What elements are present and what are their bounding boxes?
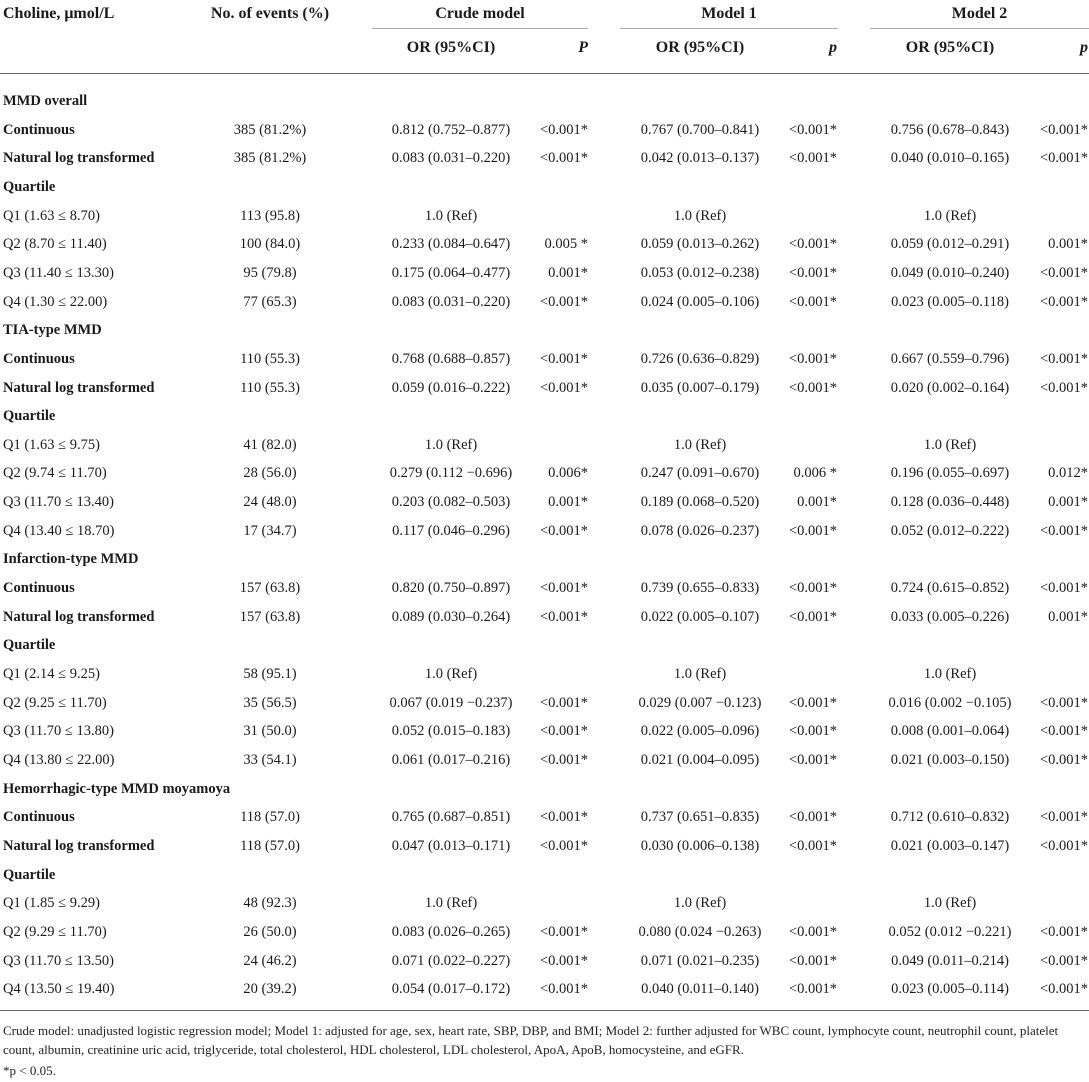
- cell-events: 113 (95.8): [240, 207, 300, 224]
- cell-p1: 0.001*: [548, 264, 588, 281]
- cell-p2: 0.006 *: [793, 465, 837, 482]
- table-row: [0, 975, 1089, 1003]
- cell-p1: <0.001*: [539, 608, 588, 625]
- cell-events: 17 (34.7): [243, 522, 297, 539]
- cell-events: 20 (39.2): [243, 981, 297, 998]
- cell-p2: <0.001*: [788, 293, 837, 310]
- cell-or3: 0.667 (0.559–0.796): [890, 350, 1010, 367]
- cell-events: 24 (48.0): [243, 494, 297, 511]
- cell-p3: [1020, 660, 1088, 688]
- cell-or1: 0.083 (0.031–0.220): [391, 293, 511, 310]
- cell-p3: <0.001*: [1039, 522, 1088, 539]
- cell-p3: 0.001*: [1048, 236, 1088, 253]
- cell-p3: 0.012*: [1048, 465, 1088, 482]
- table-row: [0, 660, 1089, 688]
- section-label: MMD overall: [3, 93, 88, 109]
- cell-or2: 0.022 (0.005–0.096): [640, 723, 760, 740]
- cell-or3: 1.0 (Ref): [923, 666, 977, 682]
- cell-events: 100 (84.0): [239, 236, 301, 253]
- cell-or3: 1.0 (Ref): [923, 895, 977, 912]
- cell-p3: <0.001*: [1039, 952, 1088, 969]
- cell-or2: 0.040 (0.011–0.140): [641, 981, 759, 998]
- cell-p3: <0.001*: [1039, 694, 1088, 711]
- cell-label: Q1 (1.85 ≤ 9.29): [3, 895, 100, 912]
- cell-p3: 0.001*: [1048, 608, 1088, 625]
- cell-p1: <0.001*: [539, 809, 588, 826]
- cell-label: Q3 (11.70 ≤ 13.40): [3, 494, 114, 511]
- model2-span-rule: [870, 28, 1089, 29]
- section-header-row: [0, 173, 1089, 201]
- table-row: [0, 947, 1089, 975]
- cell-p2: [770, 660, 837, 688]
- cell-p1: <0.001*: [539, 837, 588, 854]
- cell-p1: <0.001*: [539, 751, 588, 768]
- cell-or1: 0.083 (0.031–0.220): [391, 150, 511, 167]
- cell-or2: 0.726 (0.636–0.829): [640, 350, 760, 367]
- cell-events: 24 (46.2): [243, 952, 297, 969]
- cell-p3: <0.001*: [1039, 379, 1088, 396]
- cell-or2: 0.035 (0.007–0.179): [640, 379, 760, 396]
- table-row: [0, 574, 1089, 602]
- cell-or1: 0.083 (0.026–0.265): [391, 923, 511, 940]
- table-row: [0, 345, 1089, 373]
- cell-p2: <0.001*: [788, 608, 837, 625]
- cell-or1: 0.059 (0.016–0.222): [391, 379, 511, 396]
- cell-p3: <0.001*: [1039, 809, 1088, 826]
- cell-events: 26 (50.0): [243, 923, 297, 940]
- cell-events: 33 (54.1): [243, 751, 297, 768]
- cell-or2: 1.0 (Ref): [673, 436, 727, 453]
- cell-events: 385 (81.2%): [233, 121, 307, 138]
- cell-p3: <0.001*: [1039, 121, 1088, 138]
- cell-events: 28 (56.0): [243, 465, 297, 482]
- cell-p1: <0.001*: [539, 981, 588, 998]
- cell-or2: 0.767 (0.700–0.841): [640, 121, 760, 138]
- cell-p1: <0.001*: [539, 293, 588, 310]
- cell-or3: 0.756 (0.678–0.843): [890, 121, 1010, 138]
- cell-label: Q3 (11.70 ≤ 13.50): [3, 952, 114, 969]
- cell-or3: 0.033 (0.005–0.226): [890, 608, 1010, 625]
- cell-or1: 0.812 (0.752–0.877): [391, 121, 511, 138]
- cell-or3: 0.016 (0.002 −0.105): [888, 694, 1012, 711]
- cell-label: Q1 (2.14 ≤ 9.25): [3, 666, 100, 682]
- cell-events: 118 (57.0): [240, 809, 300, 826]
- cell-p1: [530, 889, 588, 917]
- cell-p1: <0.001*: [539, 923, 588, 940]
- cell-or3: 0.020 (0.002–0.164): [890, 379, 1010, 396]
- cell-p2: <0.001*: [788, 379, 837, 396]
- cell-or2: 0.078 (0.026–0.237): [640, 522, 760, 539]
- cell-p3: [1020, 431, 1088, 459]
- cell-p3: <0.001*: [1039, 150, 1088, 167]
- cell-p2: <0.001*: [788, 150, 837, 167]
- cell-or1: 1.0 (Ref): [424, 666, 478, 682]
- cell-or3: 0.724 (0.615–0.852): [890, 580, 1010, 596]
- cell-events: 385 (81.2%): [233, 150, 307, 167]
- cell-label: Q1 (1.63 ≤ 8.70): [3, 207, 100, 224]
- cell-events: 58 (95.1): [243, 666, 297, 682]
- cell-or2: 0.053 (0.012–0.238): [640, 264, 760, 281]
- cell-p2: <0.001*: [788, 264, 837, 281]
- cell-p1: [530, 202, 588, 230]
- cell-events: 110 (55.3): [240, 350, 300, 367]
- cell-p1: <0.001*: [539, 580, 588, 596]
- cell-p3: <0.001*: [1039, 751, 1088, 768]
- cell-or2: 0.189 (0.068–0.520): [640, 494, 760, 511]
- cell-label: Q4 (13.40 ≤ 18.70): [3, 522, 115, 539]
- cell-label: Natural log transformed: [3, 837, 155, 854]
- cell-label: Q4 (13.80 ≤ 22.00): [3, 751, 115, 768]
- cell-or1: 0.061 (0.017–0.216): [391, 751, 511, 768]
- table-row: [0, 717, 1089, 745]
- cell-label: Continuous: [3, 580, 75, 596]
- cell-or3: 0.023 (0.005–0.114): [891, 981, 1009, 998]
- cell-or2: 0.737 (0.651–0.835): [640, 809, 760, 826]
- cell-events: 118 (57.0): [240, 837, 300, 854]
- cell-p2: <0.001*: [788, 952, 837, 969]
- header-or-model2: OR (95%CI): [905, 39, 995, 56]
- header-or-crude: OR (95%CI): [406, 39, 496, 56]
- cell-or1: 0.233 (0.084–0.647): [391, 236, 511, 253]
- table-row: [0, 488, 1089, 516]
- cell-or1: 1.0 (Ref): [424, 436, 478, 453]
- cell-or3: 1.0 (Ref): [923, 436, 977, 453]
- section-label: Quartile: [3, 866, 56, 883]
- header-events: No. of events (%): [210, 5, 330, 22]
- cell-or3: 0.712 (0.610–0.832): [890, 809, 1010, 826]
- cell-p2: <0.001*: [788, 981, 837, 998]
- cell-p2: <0.001*: [788, 121, 837, 138]
- table-row: [0, 144, 1089, 172]
- cell-p1: <0.001*: [539, 121, 588, 138]
- header-choline: Choline, μmol/L: [3, 5, 115, 22]
- header-p-crude: P: [578, 39, 588, 56]
- table-row: [0, 374, 1089, 402]
- cell-p1: <0.001*: [539, 952, 588, 969]
- table-row: [0, 288, 1089, 316]
- header-model-2: Model 2: [951, 5, 1008, 22]
- cell-or1: 0.203 (0.082–0.503): [391, 494, 511, 511]
- cell-p3: <0.001*: [1039, 837, 1088, 854]
- cell-or2: 0.080 (0.024 −0.263): [638, 923, 762, 940]
- section-header-row: [0, 316, 1089, 344]
- cell-or2: 1.0 (Ref): [673, 666, 727, 682]
- cell-p1: <0.001*: [539, 723, 588, 740]
- cell-p2: <0.001*: [788, 751, 837, 768]
- cell-or1: 0.768 (0.688–0.857): [391, 350, 511, 367]
- cell-p2: <0.001*: [788, 723, 837, 740]
- cell-p2: 0.001*: [797, 494, 837, 511]
- cell-events: 95 (79.8): [243, 264, 297, 281]
- table-bottom-rule: [0, 1010, 1089, 1011]
- table-row: [0, 603, 1089, 631]
- cell-events: 110 (55.3): [240, 379, 300, 396]
- section-label: Quartile: [3, 178, 56, 195]
- cell-events: 31 (50.0): [243, 723, 297, 740]
- cell-p3: <0.001*: [1039, 293, 1088, 310]
- cell-p2: <0.001*: [788, 580, 837, 596]
- cell-p2: <0.001*: [788, 809, 837, 826]
- cell-p1: [530, 431, 588, 459]
- cell-p2: <0.001*: [788, 236, 837, 253]
- cell-p2: [770, 202, 837, 230]
- table-row: [0, 889, 1089, 917]
- cell-or3: 0.052 (0.012–0.222): [890, 522, 1010, 539]
- section-label: Hemorrhagic-type MMD moyamoya: [3, 780, 231, 797]
- cell-or1: 0.047 (0.013–0.171): [391, 837, 511, 854]
- cell-label: Q2 (9.29 ≤ 11.70): [3, 923, 107, 940]
- cell-p2: [770, 889, 837, 917]
- header-p-model1: p: [829, 39, 837, 56]
- cell-p1: <0.001*: [539, 350, 588, 367]
- header-crude-model: Crude model: [435, 5, 525, 22]
- cell-p1: 0.006*: [548, 465, 588, 482]
- section-header-row: [0, 402, 1089, 430]
- section-label: Quartile: [3, 637, 56, 654]
- cell-or3: 0.196 (0.055–0.697): [890, 465, 1010, 482]
- cell-label: Q3 (11.70 ≤ 13.80): [3, 723, 114, 740]
- section-header-row: [0, 631, 1089, 659]
- cell-or1: 0.071 (0.022–0.227): [391, 952, 511, 969]
- cell-or3: 0.021 (0.003–0.150): [890, 751, 1010, 768]
- cell-p3: <0.001*: [1039, 350, 1088, 367]
- cell-events: 35 (56.5): [243, 694, 297, 711]
- cell-p3: 0.001*: [1048, 494, 1088, 511]
- cell-or2: 1.0 (Ref): [673, 207, 727, 224]
- cell-or1: 1.0 (Ref): [424, 207, 478, 224]
- cell-p3: [1020, 889, 1088, 917]
- cell-or2: 0.071 (0.021–0.235): [640, 952, 760, 969]
- cell-or3: 0.059 (0.012–0.291): [890, 236, 1010, 253]
- cell-p1: <0.001*: [539, 379, 588, 396]
- model1-span-rule: [620, 28, 838, 29]
- table-row: [0, 459, 1089, 487]
- table-row: [0, 803, 1089, 831]
- cell-or2: 0.247 (0.091–0.670): [640, 465, 760, 482]
- cell-p2: <0.001*: [788, 694, 837, 711]
- cell-label: Continuous: [3, 809, 75, 826]
- cell-or3: 0.008 (0.001–0.064): [890, 723, 1010, 740]
- header-row-1: [0, 0, 1089, 28]
- cell-label: Q3 (11.40 ≤ 13.30): [3, 264, 114, 281]
- cell-label: Natural log transformed: [3, 379, 155, 396]
- cell-p2: <0.001*: [788, 923, 837, 940]
- header-bottom-rule: [0, 73, 1089, 74]
- cell-or1: 0.175 (0.064–0.477): [391, 264, 511, 281]
- cell-p2: <0.001*: [788, 837, 837, 854]
- cell-events: 157 (63.8): [239, 608, 301, 625]
- header-p-model2: p: [1080, 39, 1088, 56]
- cell-label: Natural log transformed: [3, 150, 155, 167]
- section-label: TIA-type MMD: [3, 322, 102, 339]
- cell-p3: <0.001*: [1039, 580, 1088, 596]
- cell-or2: 0.024 (0.005–0.106): [640, 293, 760, 310]
- cell-p3: <0.001*: [1039, 264, 1088, 281]
- cell-p1: 0.005 *: [544, 236, 588, 253]
- cell-or1: 1.0 (Ref): [424, 895, 478, 912]
- cell-or2: 0.059 (0.013–0.262): [640, 236, 760, 253]
- cell-label: Continuous: [3, 121, 75, 138]
- cell-label: Q2 (9.74 ≤ 11.70): [3, 465, 107, 482]
- cell-or2: 0.022 (0.005–0.107): [640, 608, 760, 625]
- section-header-row: [0, 545, 1089, 573]
- cell-or2: 0.739 (0.655–0.833): [640, 580, 760, 596]
- table-row: [0, 431, 1089, 459]
- cell-or1: 0.054 (0.017–0.172): [391, 981, 511, 998]
- cell-or3: 0.040 (0.010–0.165): [890, 150, 1010, 167]
- cell-or1: 0.067 (0.019 −0.237): [389, 694, 513, 711]
- cell-or1: 0.279 (0.112 −0.696): [389, 465, 513, 482]
- footnote-text: Crude model: unadjusted logistic regression model; Model 1: adjusted for age, sex, heart rate, SBP, DBP, and BMI; Model 2: further adjusted for WBC count, lymphocyte count, neutrophil count, platelet count, albumin, creatinine uric acid, triglyceride, total cholesterol, HDL cholesterol, LDL cholesterol, ApoA, ApoB, homocysteine, and eGFR.: [3, 1023, 1059, 1057]
- cell-events: 41 (82.0): [243, 436, 297, 453]
- header-row-2: [0, 34, 1089, 62]
- crude-span-rule: [372, 28, 588, 29]
- cell-p2: [770, 431, 837, 459]
- cell-p3: <0.001*: [1039, 723, 1088, 740]
- cell-or3: 0.021 (0.003–0.147): [890, 837, 1010, 854]
- cell-events: 48 (92.3): [243, 895, 297, 912]
- cell-label: Q4 (1.30 ≤ 22.00): [3, 293, 108, 310]
- cell-label: Natural log transformed: [3, 608, 155, 625]
- cell-or1: 0.089 (0.030–0.264): [391, 608, 511, 625]
- cell-or3: 0.049 (0.010–0.240): [890, 264, 1010, 281]
- cell-or2: 0.029 (0.007 −0.123): [638, 694, 762, 711]
- cell-p1: <0.001*: [539, 522, 588, 539]
- header-or-model1: OR (95%CI): [655, 39, 745, 56]
- table-row: [0, 689, 1089, 717]
- cell-or3: 1.0 (Ref): [923, 207, 977, 224]
- cell-or2: 0.042 (0.013–0.137): [640, 150, 760, 167]
- cell-or1: 0.765 (0.687–0.851): [391, 809, 511, 826]
- section-header-row: [0, 861, 1089, 889]
- cell-or2: 0.030 (0.006–0.138): [640, 837, 760, 854]
- footnote-significance: *p < 0.05.: [3, 1063, 56, 1078]
- cell-or3: 0.052 (0.012 −0.221): [888, 923, 1012, 940]
- table-row: [0, 202, 1089, 230]
- table-row: [0, 746, 1089, 774]
- table-row: [0, 832, 1089, 860]
- header-model-1: Model 1: [701, 5, 757, 22]
- cell-p3: <0.001*: [1039, 923, 1088, 940]
- cell-events: 157 (63.8): [239, 580, 301, 596]
- cell-or2: 0.021 (0.004–0.095): [640, 751, 760, 768]
- table-row: [0, 259, 1089, 287]
- cell-or2: 1.0 (Ref): [673, 895, 727, 912]
- section-header-row: [0, 87, 1089, 115]
- cell-p1: 0.001*: [548, 494, 588, 511]
- cell-p2: <0.001*: [788, 522, 837, 539]
- cell-label: Q2 (8.70 ≤ 11.40): [3, 236, 107, 253]
- cell-or3: 0.049 (0.011–0.214): [891, 952, 1009, 969]
- cell-or3: 0.023 (0.005–0.118): [891, 293, 1009, 310]
- table-row: [0, 230, 1089, 258]
- cell-p3: [1020, 202, 1088, 230]
- section-header-row: [0, 775, 1089, 803]
- cell-or3: 0.128 (0.036–0.448): [890, 494, 1010, 511]
- section-label: Quartile: [3, 408, 56, 425]
- cell-label: Continuous: [3, 350, 75, 367]
- cell-events: 77 (65.3): [243, 293, 297, 310]
- cell-p2: <0.001*: [788, 350, 837, 367]
- cell-or1: 0.052 (0.015–0.183): [391, 723, 511, 740]
- cell-label: Q1 (1.63 ≤ 9.75): [3, 436, 100, 453]
- cell-or1: 0.117 (0.046–0.296): [392, 522, 510, 539]
- cell-p3: <0.001*: [1039, 981, 1088, 998]
- table-row: [0, 116, 1089, 144]
- cell-label: Q2 (9.25 ≤ 11.70): [3, 694, 107, 711]
- cell-p1: <0.001*: [539, 150, 588, 167]
- cell-p1: <0.001*: [539, 694, 588, 711]
- cell-p1: [530, 660, 588, 688]
- section-label: Infarction-type MMD: [3, 551, 139, 568]
- cell-or1: 0.820 (0.750–0.897): [391, 580, 511, 596]
- table-row: [0, 918, 1089, 946]
- cell-label: Q4 (13.50 ≤ 19.40): [3, 981, 115, 998]
- table-row: [0, 517, 1089, 545]
